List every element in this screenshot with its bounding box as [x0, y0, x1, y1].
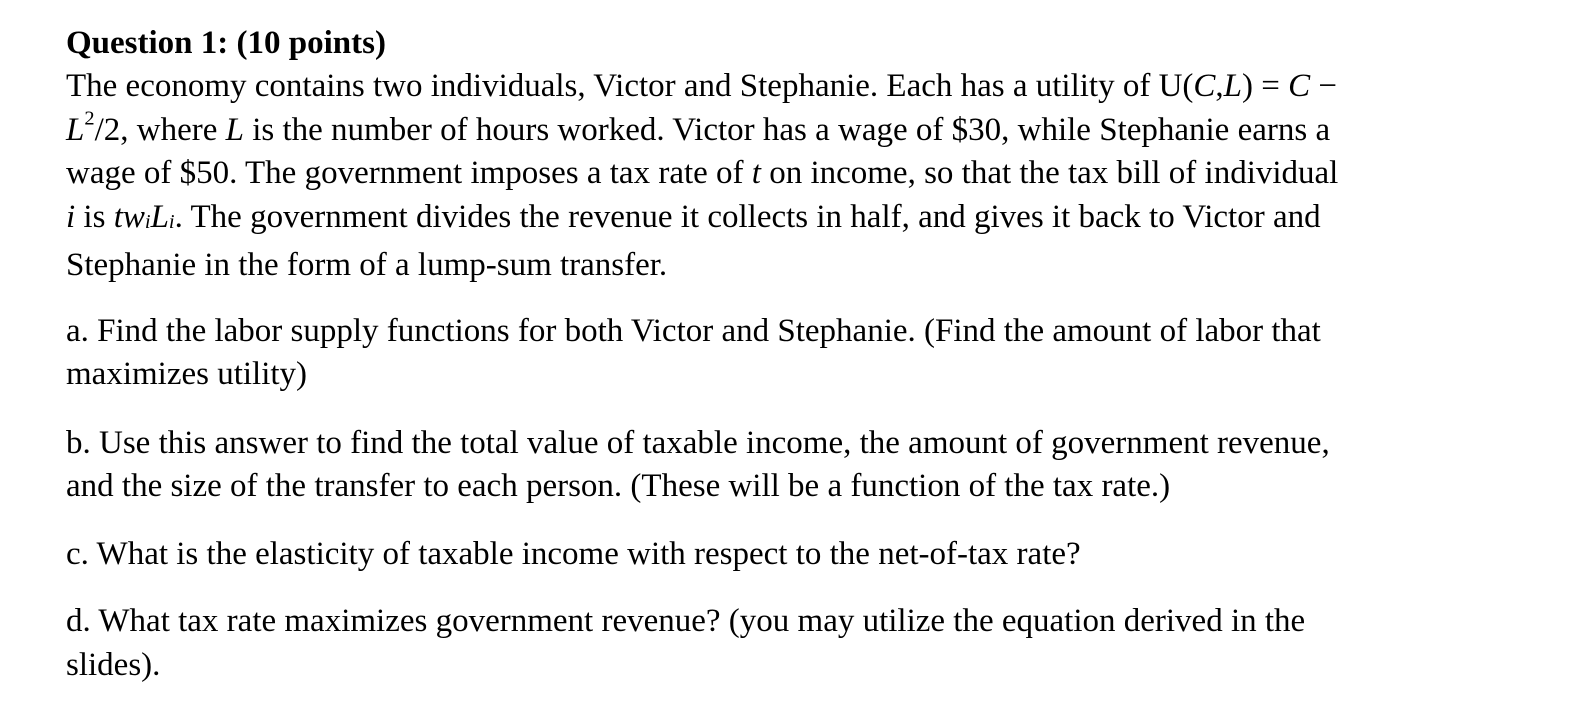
part-a [66, 310, 1566, 397]
part-b-line-2: and the size of the transfer to each person. (These will be a function of the tax rate.) [66, 468, 1171, 505]
part-a-line-2: maximizes utility) [66, 356, 308, 393]
part-d-line-1: d. What tax rate maximizes government revenue? (you may utilize the equation derived in the [66, 603, 1306, 640]
intro-line-2: $L^2/2$, where L is the number of hours worked. Victor has a wage of $30, while Stephanie earns a [66, 107, 1331, 148]
part-c-line-1: c. What is the elasticity of taxable income with respect to the net-of-tax rate? [66, 535, 1081, 572]
part-b [66, 422, 1566, 509]
intro-line-3: wage of $50. The government imposes a tax rate of t on income, so that the tax bill of individual [66, 155, 1339, 191]
part-c [66, 533, 1566, 577]
part-d [66, 600, 1566, 687]
question-intro [66, 65, 1566, 288]
intro-line-5: Stephanie in the form of a lump-sum transfer. [66, 247, 668, 284]
intro-line-4: i is twiLi. The government divides the revenue it collects in half, and gives it back to Victor and [66, 198, 1321, 235]
part-b-line-1: b. Use this answer to find the total value of taxable income, the amount of government revenue, [66, 424, 1330, 461]
part-a-line-1: a. Find the labor supply functions for both Victor and Stephanie. (Find the amount of labor that [66, 312, 1321, 349]
question-title: Question 1: (10 points) [66, 25, 386, 61]
intro-line-1: The economy contains two individuals, Victor and Stephanie. Each has a utility of U(C,L) = C − [66, 68, 1338, 104]
part-d-line-2: slides). [66, 646, 161, 683]
document-page [66, 22, 1566, 687]
